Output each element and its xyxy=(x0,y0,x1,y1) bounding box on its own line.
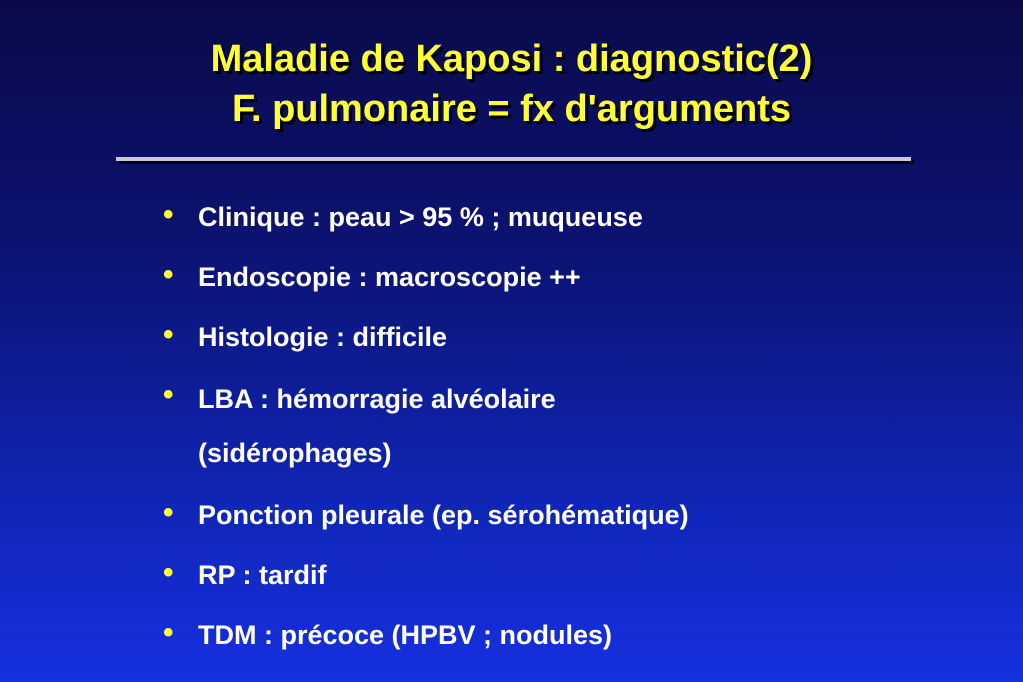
bullet-text: Ponction pleurale (ep. sérohématique) xyxy=(198,500,689,530)
bullet-item xyxy=(163,252,923,302)
title-divider xyxy=(116,157,911,161)
bullet-marker-icon: • xyxy=(163,258,174,291)
bullet-text: LBA : hémorragie alvéolaire (sidérophages) xyxy=(198,384,556,468)
bullet-item xyxy=(163,312,923,362)
slide-title xyxy=(0,34,1023,134)
bullet-text: TDM : précoce (HPBV ; nodules) xyxy=(198,620,613,650)
bullet-text: Clinique : peau > 95 % ; muqueuse xyxy=(198,202,643,232)
bullet-marker-icon: • xyxy=(163,496,174,529)
bullet-item xyxy=(163,490,923,540)
bullet-item xyxy=(163,372,718,480)
bullet-item xyxy=(163,192,923,242)
bullet-text: RP : tardif xyxy=(198,560,327,590)
bullet-marker-icon: • xyxy=(163,556,174,589)
bullet-item xyxy=(163,610,923,660)
bullet-marker-icon: • xyxy=(163,616,174,649)
bullet-text: Endoscopie : macroscopie ++ xyxy=(198,262,581,292)
title-line-1: Maladie de Kaposi : diagnostic(2) xyxy=(210,38,813,80)
bullet-list xyxy=(163,192,923,670)
bullet-item xyxy=(163,550,923,600)
title-line-2: F. pulmonaire = fx d'arguments xyxy=(231,88,792,130)
bullet-marker-icon: • xyxy=(163,318,174,351)
bullet-marker-icon: • xyxy=(163,198,174,231)
bullet-text: Histologie : difficile xyxy=(198,322,448,352)
bullet-marker-icon: • xyxy=(163,378,174,411)
